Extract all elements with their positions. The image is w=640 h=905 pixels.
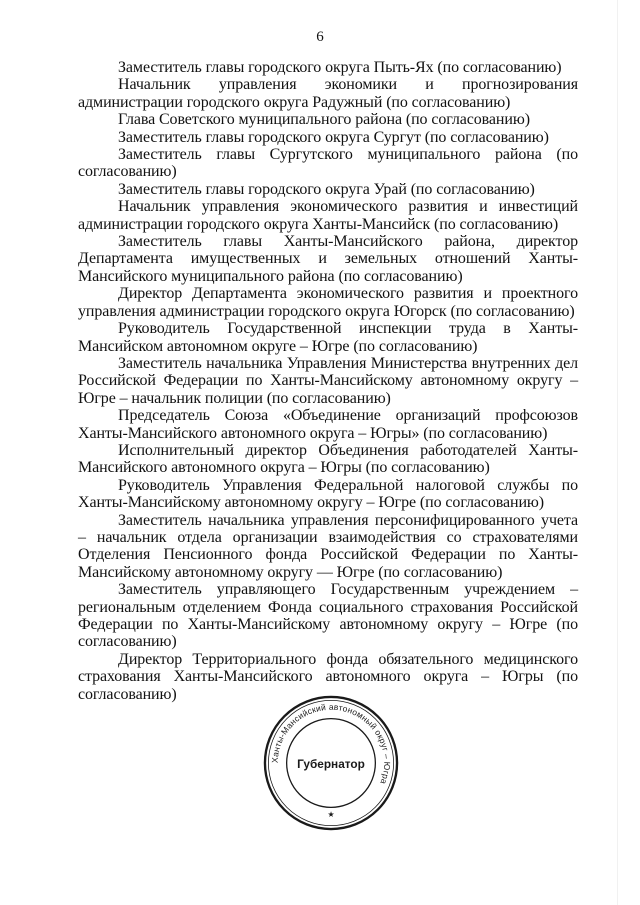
list-item: Руководитель Государственной инспекции труда в Ханты-Мансийском автономном округе – Югре (по согласованию): [78, 320, 578, 355]
list-item: Начальник управления экономики и прогнозирования администрации городского округа Радужный (по согласованию): [78, 76, 578, 111]
document-body: [78, 59, 578, 703]
list-item: Директор Территориального фонда обязательного медицинского страхования Ханты-Мансийского автономного округа – Югры (по согласованию): [78, 650, 578, 703]
list-item: Заместитель главы Ханты-Мансийского района, директор Департамента имущественных и земельных отношений Ханты-Мансийского муниципального района (по согласованию): [78, 233, 578, 285]
list-item: Директор Департамента экономического развития и проектного управления администрации городского округа Югорск (по согласованию): [78, 285, 578, 320]
list-item: Заместитель начальника Управления Министерства внутренних дел Российской Федерации по Ханты-Мансийскому автономному округу – Югре – начальник полиции (по согласованию): [78, 354, 578, 407]
list-item: Заместитель начальника управления персонифицированного учета – начальник отдела организации взаимодействия со страхователями Отделения Пенсионного фонда Российской Федерации по Ханты-Мансийскому автономному округу — Югре (по согласованию): [78, 511, 578, 581]
official-seal: [262, 694, 400, 832]
list-item: Руководитель Управления Федеральной налоговой службы по Ханты-Мансийскому автономному округу – Югре (по согласованию): [78, 476, 578, 512]
list-item: Глава Советского муниципального района (по согласованию): [118, 111, 530, 129]
list-item: Председатель Союза «Объединение организаций профсоюзов Ханты-Мансийского автономного округа – Югры» (по согласованию): [78, 407, 578, 442]
list-item: Начальник управления экономического развития и инвестиций администрации городского округа Ханты-Мансийск (по согласованию): [78, 198, 578, 233]
page-number: 6: [316, 29, 324, 45]
scan-margin-line: [617, 0, 618, 905]
seal-star-icon: ★: [327, 810, 335, 820]
list-item: Исполнительный директор Объединения работодателей Ханты-Мансийского автономного округа – Югры (по согласованию): [78, 441, 578, 477]
seal-ring-text: Ханты-Мансийский автономный округ – Югра: [269, 701, 393, 786]
list-item: Заместитель главы городского округа Пыть-Ях (по согласованию): [118, 59, 562, 76]
list-item: Заместитель главы городского округа Сургут (по согласованию): [118, 128, 549, 146]
seal-center-text: Губернатор: [297, 756, 365, 771]
list-item: Заместитель главы Сургутского муниципального района (по согласованию): [78, 146, 578, 181]
list-item: Заместитель управляющего Государственным учреждением – региональным отделением Фонда социального страхования Российской Федерации по Ханты-Мансийскому автономному округу – Югре (по согласованию): [78, 581, 578, 651]
list-item: Заместитель главы городского округа Урай (по согласованию): [118, 180, 535, 198]
